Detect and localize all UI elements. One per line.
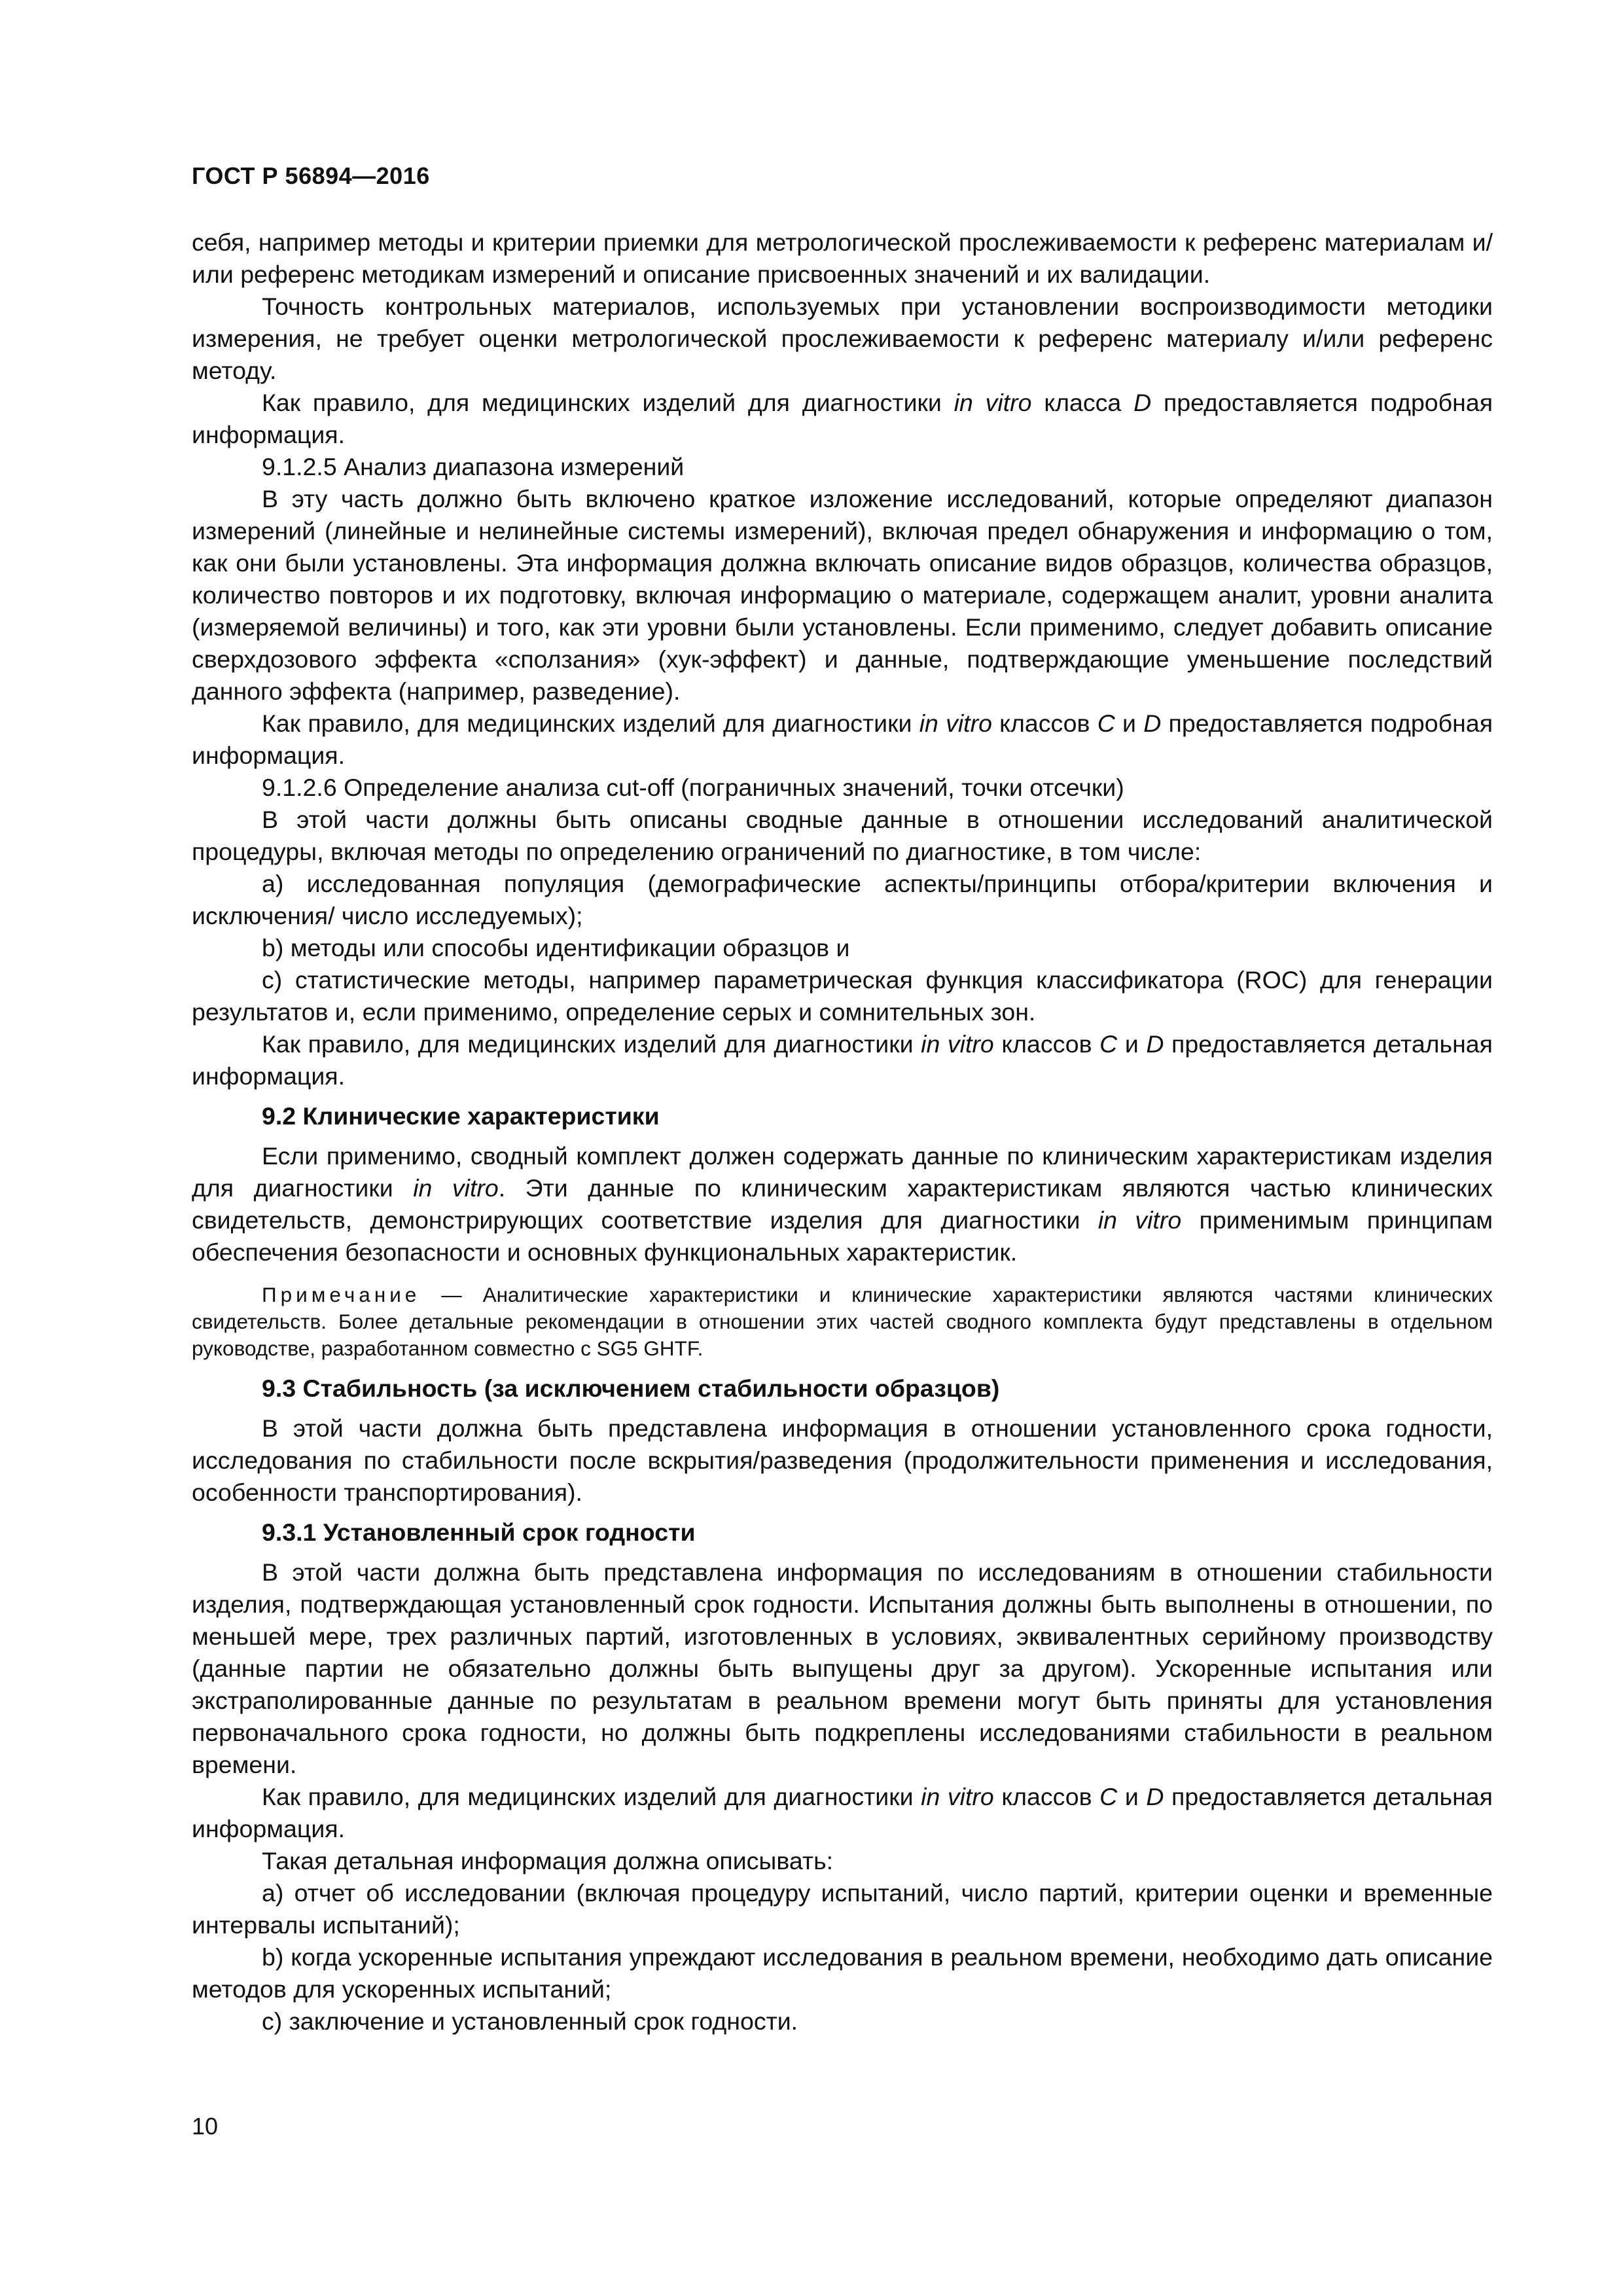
paragraph: В эту часть должно быть включено краткое изложение исследований, которые определяют диапазон измерений (линейные и нелинейные системы измерений), включая предел обнаружения и информацию о том, как они были установлены. Эта информация должна включать описание видов образцов, количества образцов, количество повторов и их подготовку, включая информацию о материале, содержащем аналит, уровни аналита (измеряемой величины) и того, как эти уровни были установлены. Если применимо, следует добавить описание сверхдозового эффекта «сползания» (хук-эффект) и данные, подтверждающие уменьшение последствий данного эффекта (например, разведение). xyxy=(192,485,1493,705)
paragraph: Как правило, для медицинских изделий для диагностики in vitro классов C и D предоставляется детальная информация. xyxy=(192,1783,1493,1842)
subsection-title: 9.1.2.6 Определение анализа cut-off (пограничных значений, точки отсечки) xyxy=(262,774,1124,801)
note-label: Примечание xyxy=(262,1283,421,1306)
section-heading: 9.3 Стабильность (за исключением стабильности образцов) xyxy=(262,1374,1000,1402)
paragraph: В этой части должна быть представлена информация в отношении установленного срока годности, исследования по стабильности после вскрытия/разведения (продолжительности применения и исследования, особенности транспортирования). xyxy=(192,1414,1493,1506)
paragraph: Если применимо, сводный комплект должен содержать данные по клиническим характеристикам изделия для диагностики in vitro. Эти данные по клиническим характеристикам являются частью клинических свидетельств, демонстрирующих соответствие изделия для диагностики in vitro применимым принципам обеспечения безопасности и основных функциональных характеристик. xyxy=(192,1142,1493,1266)
paragraph: В этой части должна быть представлена информация по исследованиям в отношении стабильности изделия, подтверждающая установленный срок годности. Испытания должны быть выполнены в отношении, по меньшей мере, трех различных партий, изготовленных в условиях, эквивалентных серийному производству (данные партии не обязательно должны быть выпущены друг за другом). Ускоренные испытания или экстраполированные данные по результатам в реальном времени могут быть приняты для установления первоначального срока годности, но должны быть подкреплены исследованиями стабильности в реальном времени. xyxy=(192,1558,1493,1778)
note: Примечание — Аналитические характеристики и клинические характеристики являются частями клинических свидетельств. Более детальные рекомендации в отношении этих частей сводного комплекта будут представлены в отдельном руководстве, разработанном совместно с SG5 GHTF. xyxy=(192,1283,1493,1360)
list-item: а) отчет об исследовании (включая процедуру испытаний, число партий, критерии оценки и временные интервалы испытаний); xyxy=(192,1879,1493,1939)
document-body xyxy=(192,226,1493,2037)
document-header: ГОСТ Р 56894—2016 xyxy=(192,162,430,189)
paragraph: В этой части должны быть описаны сводные данные в отношении исследований аналитической процедуры, включая методы по определению ограничений по диагностике, в том числе: xyxy=(192,806,1493,865)
list-item: c) статистические методы, например параметрическая функция классификатора (ROC) для генерации результатов и, если применимо, определение серых и сомнительных зон. xyxy=(192,966,1493,1026)
page-number: 10 xyxy=(192,2113,219,2140)
paragraph: Как правило, для медицинских изделий для диагностики in vitro классов C и D предоставляется подробная информация. xyxy=(192,709,1493,769)
paragraph: Точность контрольных материалов, используемых при установлении воспроизводимости методики измерения, не требует оценки метрологической прослеживаемости к референс материалу и/или референс методу. xyxy=(192,293,1493,384)
list-item: b) методы или способы идентификации образцов и xyxy=(262,934,850,961)
list-item: c) заключение и установленный срок годности. xyxy=(262,2007,798,2035)
paragraph: себя, например методы и критерии приемки для метрологической прослеживаемости к референс материалам и/или референс методикам измерений и описание присвоенных значений и их валидации. xyxy=(192,228,1493,288)
list-item: b) когда ускоренные испытания упреждают исследования в реальном времени, необходимо дать описание методов для ускоренных испытаний; xyxy=(192,1943,1493,2003)
paragraph: Как правило, для медицинских изделий для диагностики in vitro классов C и D предоставляется детальная информация. xyxy=(192,1030,1493,1090)
paragraph: Такая детальная информация должна описывать: xyxy=(262,1847,834,1874)
list-item: а) исследованная популяция (демографические аспекты/принципы отбора/критерии включения и исключения/ число исследуемых); xyxy=(192,870,1493,929)
paragraph: Как правило, для медицинских изделий для диагностики in vitro класса D предоставляется подробная информация. xyxy=(192,389,1493,448)
section-heading: 9.3.1 Установленный срок годности xyxy=(262,1518,696,1546)
section-heading: 9.2 Клинические характеристики xyxy=(262,1102,660,1130)
subsection-title: 9.1.2.5 Анализ диапазона измерений xyxy=(262,453,685,480)
